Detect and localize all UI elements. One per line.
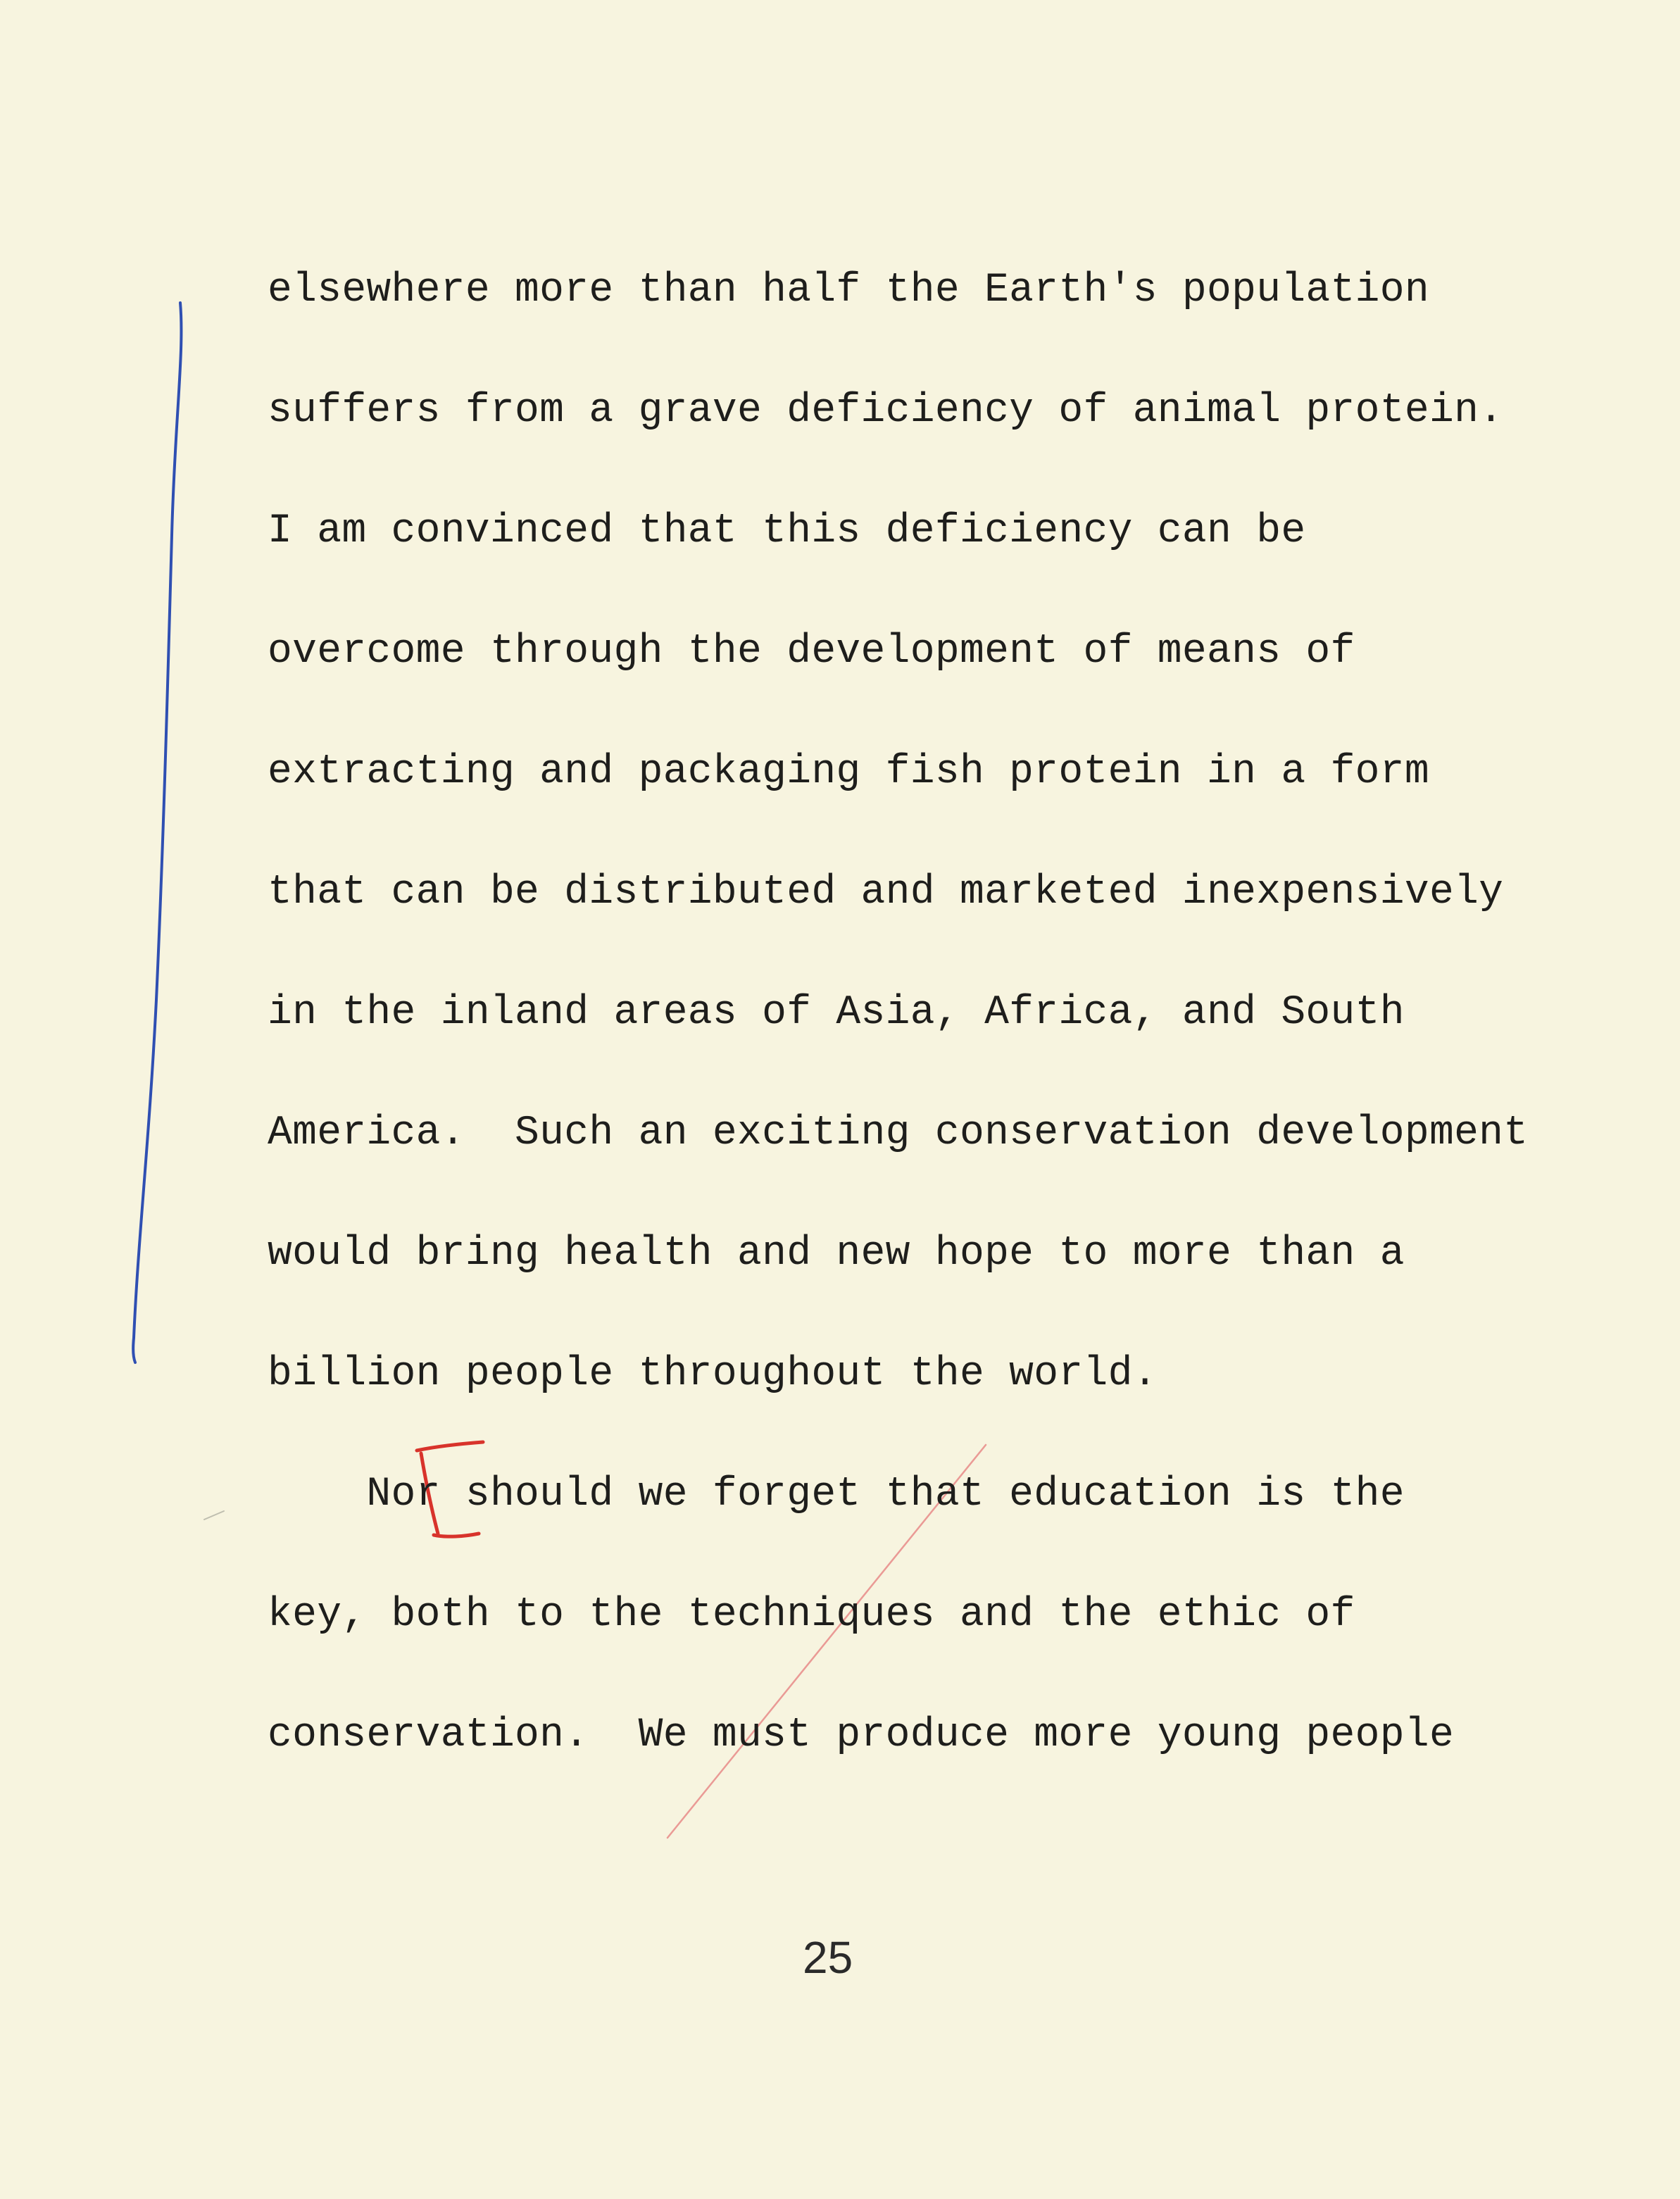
pencil-tick-mark [204, 1511, 224, 1520]
text-line-12: key, both to the techniques and the ethic of [268, 1592, 1355, 1638]
text-line-11: Nor should we forget that education is the [268, 1472, 1405, 1517]
text-line-7: in the inland areas of Asia, Africa, and South [268, 990, 1405, 1036]
text-line-1: elsewhere more than half the Earth's population [268, 268, 1429, 313]
text-line-8: America. Such an exciting conservation development [268, 1110, 1529, 1156]
text-line-10: billion people throughout the world. [268, 1351, 1158, 1397]
page-number: 25 [803, 1932, 853, 1983]
text-line-4: overcome through the development of means of [268, 629, 1355, 675]
text-line-2: suffers from a grave deficiency of animal protein. [268, 388, 1504, 434]
text-line-9: would bring health and new hope to more than a [268, 1231, 1405, 1277]
text-line-3: I am convinced that this deficiency can be [268, 508, 1306, 554]
text-line-6: that can be distributed and marketed inexpensively [268, 870, 1504, 915]
blue-margin-line [133, 303, 181, 1362]
text-line-5: extracting and packaging fish protein in a form [268, 749, 1429, 795]
text-line-13: conservation. We must produce more young people [268, 1712, 1455, 1758]
